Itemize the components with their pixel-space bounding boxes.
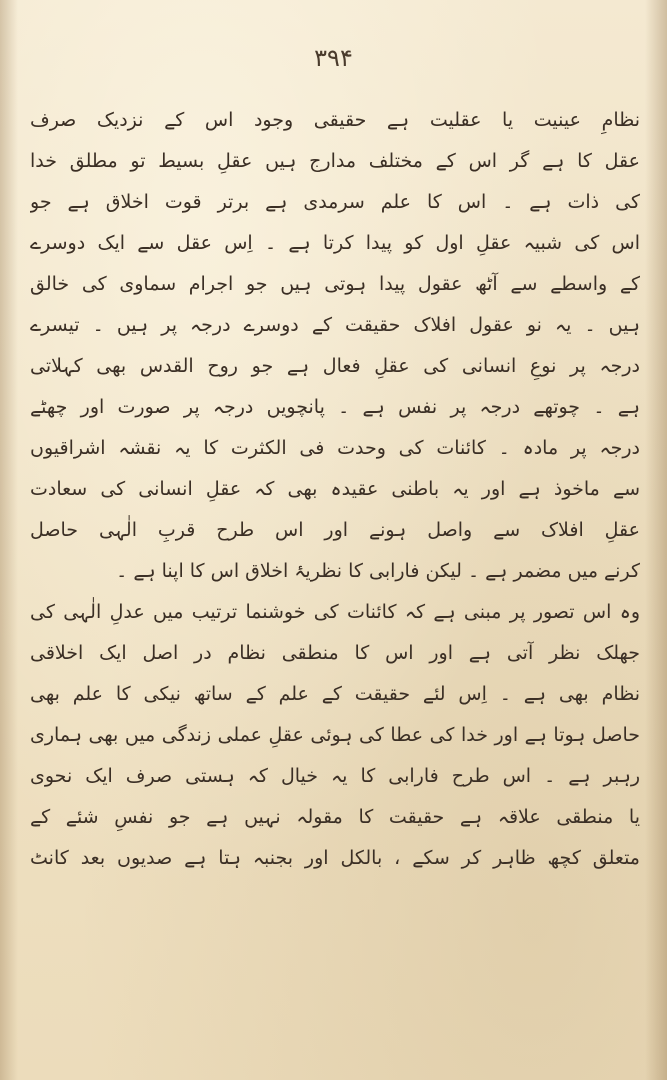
text-line-14: جھلک نظر آتی ہے اور اس کا منطقی نظام در اصل ایک اخلاقی [30, 642, 640, 664]
text-line-6: ہیں ۔ یہ نو عقول افلاک حقیقت کے دوسرے درجہ پر ہیں ۔ تیسرے [30, 314, 640, 336]
text-line-8: ہے ۔ چوتھے درجہ پر نفس ہے ۔ پانچویں درجہ پر صورت اور چھٹے [30, 396, 640, 418]
text-line-16: حاصل ہوتا ہے اور خدا کی عطا کی ہوئی عقلِ عملی زندگی میں بھی ہماری [30, 724, 640, 746]
text-line-11: عقلِ افلاک سے واصل ہونے اور اس طرح قربِ الٰہی حاصل [30, 519, 640, 541]
text-line-10: سے ماخوذ ہے اور یہ باطنی عقیدہ بھی کہ عقلِ انسانی کی سعادت [30, 478, 640, 500]
text-line-18: یا منطقی علاقہ ہے حقیقت کا مقولہ نہیں ہے جو نفسِ شئے کے [30, 806, 640, 828]
text-line-19: متعلق کچھ ظاہر کر سکے ، بالکل اور بجنبہ ہتا ہے صدیوں بعد کانٹ [30, 847, 640, 869]
text-line-4: اس کی شبیہ عقلِ اول کو پیدا کرتا ہے ۔ اِس عقل سے ایک دوسرے [30, 232, 640, 254]
text-line-9: درجہ پر مادہ ۔ کائنات کی وحدت فی الکثرت کا یہ نقشہ اشراقیوں [30, 437, 640, 459]
text-line-5: کے واسطے سے آٹھ عقول پیدا ہوتی ہیں جو اجرام سماوی کی خالق [30, 273, 640, 295]
text-line-13: وہ اس تصور پر مبنی ہے کہ کائنات کی خوشنما ترتیب میں عدلِ الٰہی کی [30, 601, 640, 623]
text-line-2: عقل کا ہے گر اس کے مختلف مدارج ہیں عقلِ بسیط تو مطلق خدا [30, 150, 640, 172]
page-number: ۳۹۴ [314, 44, 353, 72]
text-line-7: درجہ پر نوعِ انسانی کی عقلِ فعال ہے جو روح القدس بھی کہلاتی [30, 355, 640, 377]
body-text [30, 100, 640, 879]
text-line-15: نظام بھی ہے ۔ اِس لئے حقیقت کے علم کے ساتھ نیکی کا علم بھی [30, 683, 640, 705]
text-line-3: کی ذات ہے ۔ اس کا علم سرمدی ہے برتر قوت اخلاق ہے جو [30, 191, 640, 213]
text-line-1: نظامِ عینیت یا عقلیت ہے حقیقی وجود اس کے نزدیک صرف [30, 109, 640, 131]
text-line-17: رہبر ہے ۔ اس طرح فارابی کا یہ خیال کہ ہستی صرف ایک نحوی [30, 765, 640, 787]
text-line-12: کرنے میں مضمر ہے ۔ لیکن فارابی کا نظریۂ اخلاق اس کا اپنا ہے ۔ [116, 560, 640, 582]
